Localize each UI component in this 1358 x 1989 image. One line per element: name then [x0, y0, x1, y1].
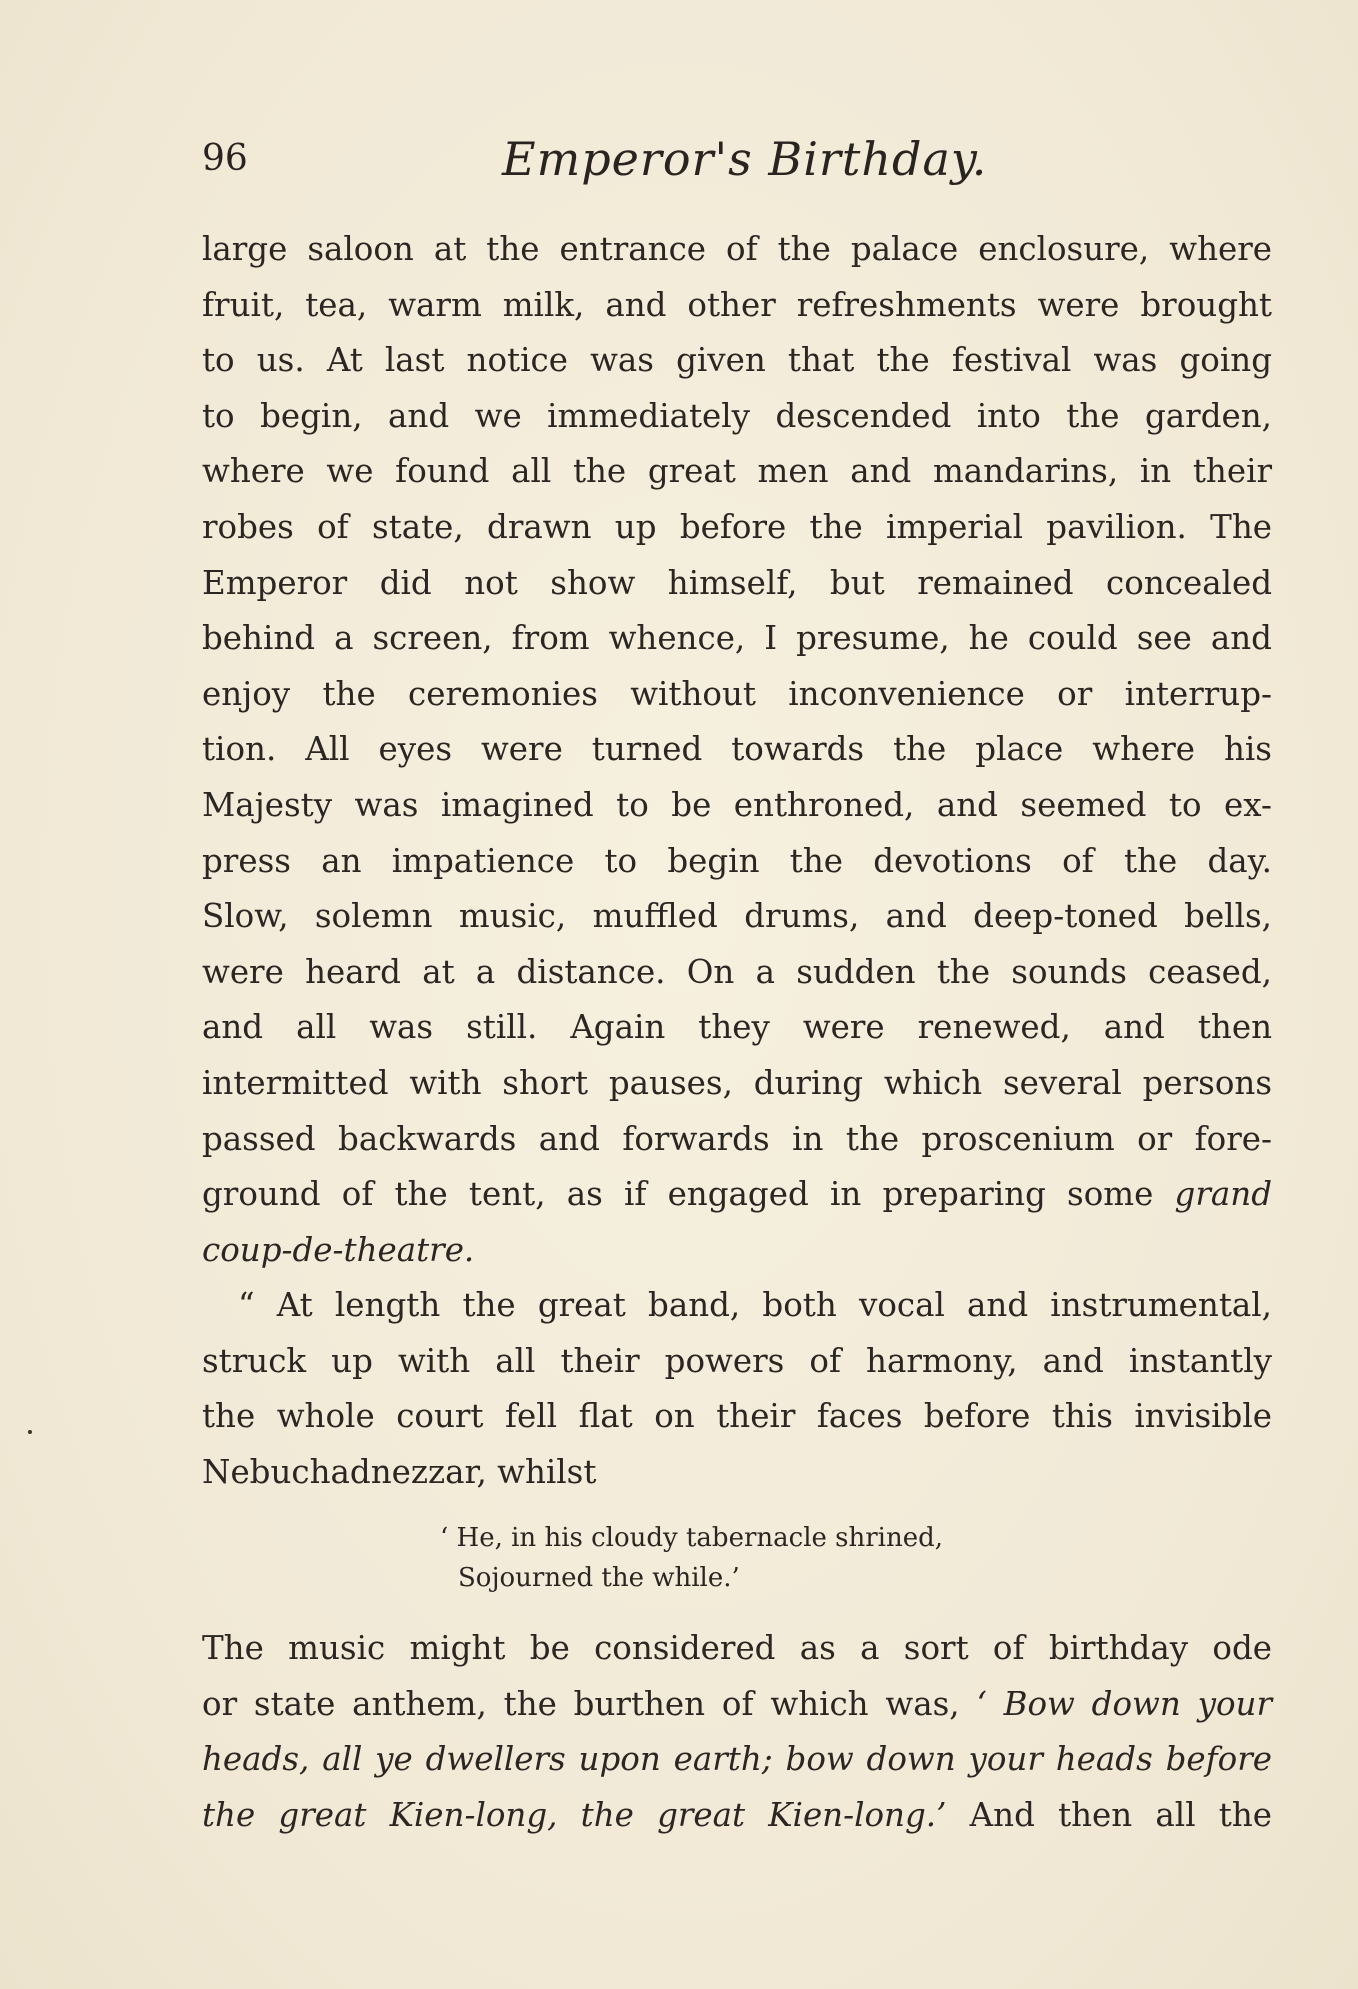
- verse-quotation: [440, 1518, 943, 1598]
- text-line: struck up with all their powers of harmony, and instantly: [202, 1341, 1272, 1380]
- italic-line: heads, all ye dwellers upon earth; bow down your heads before: [202, 1740, 1272, 1779]
- verse-line: ‘ He, in his cloudy tabernacle shrined,: [440, 1523, 944, 1553]
- text-line: intermitted with short pauses, during which several persons: [202, 1063, 1272, 1102]
- text-line: “ At length the great band, both vocal and instrumental,: [238, 1286, 1272, 1325]
- italic-phrase: grand: [1174, 1175, 1272, 1214]
- text-line: to us. At last notice was given that the festival was going: [202, 341, 1272, 380]
- italic-line: coup-de-theatre.: [202, 1230, 475, 1269]
- text-segment: or state anthem, the burthen of which was,: [202, 1684, 960, 1723]
- italic-phrase: ‘ Bow down your: [976, 1684, 1272, 1723]
- main-text: [202, 222, 1272, 1501]
- text-line: where we found all the great men and mandarins, in their: [202, 452, 1272, 491]
- text-line: were heard at a distance. On a sudden the sounds ceased,: [202, 952, 1272, 991]
- page-number: 96: [202, 138, 248, 179]
- text-line: Majesty was imagined to be enthroned, and seemed to ex-: [202, 785, 1272, 824]
- verse-line: Sojourned the while.’: [458, 1563, 740, 1593]
- text-line: press an impatience to begin the devotions of the day.: [202, 841, 1272, 880]
- text-line: [202, 1167, 1272, 1223]
- text-line: Nebuchadnezzar, whilst: [202, 1453, 597, 1492]
- text-line: Slow, solemn music, muffled drums, and deep-toned bells,: [202, 897, 1272, 936]
- text-line: [202, 1788, 1272, 1844]
- text-line: to begin, and we immediately descended into the garden,: [202, 396, 1272, 435]
- text-line: The music might be considered as a sort of birthday ode: [202, 1629, 1272, 1667]
- page-header: [202, 132, 1272, 192]
- ink-speck: [28, 1430, 32, 1434]
- text-line: enjoy the ceremonies without inconvenience or interrup-: [202, 674, 1272, 713]
- italic-phrase: the great Kien-long, the great Kien-long.’: [202, 1795, 947, 1834]
- text-line: behind a screen, from whence, I presume, he could see and: [202, 619, 1272, 658]
- text-line: large saloon at the entrance of the palace enclosure, where: [202, 230, 1272, 268]
- text-line: tion. All eyes were turned towards the place where his: [202, 730, 1272, 769]
- text-line: robes of state, drawn up before the imperial pavilion. The: [202, 507, 1272, 546]
- text-line: and all was still. Again they were renewed, and then: [202, 1008, 1272, 1047]
- running-title: Emperor's Birthday.: [502, 132, 988, 186]
- continued-text: [202, 1621, 1272, 1843]
- text-line: Emperor did not show himself, but remained concealed: [202, 563, 1272, 602]
- text-line: passed backwards and forwards in the proscenium or fore-: [202, 1119, 1272, 1158]
- text-line: fruit, tea, warm milk, and other refreshments were brought: [202, 285, 1272, 324]
- text-segment: And then all the: [969, 1795, 1273, 1834]
- text-segment: ground of the tent, as if engaged in preparing some: [202, 1175, 1154, 1214]
- text-line: [202, 1677, 1272, 1733]
- text-line: the whole court fell flat on their faces before this invisible: [202, 1397, 1272, 1436]
